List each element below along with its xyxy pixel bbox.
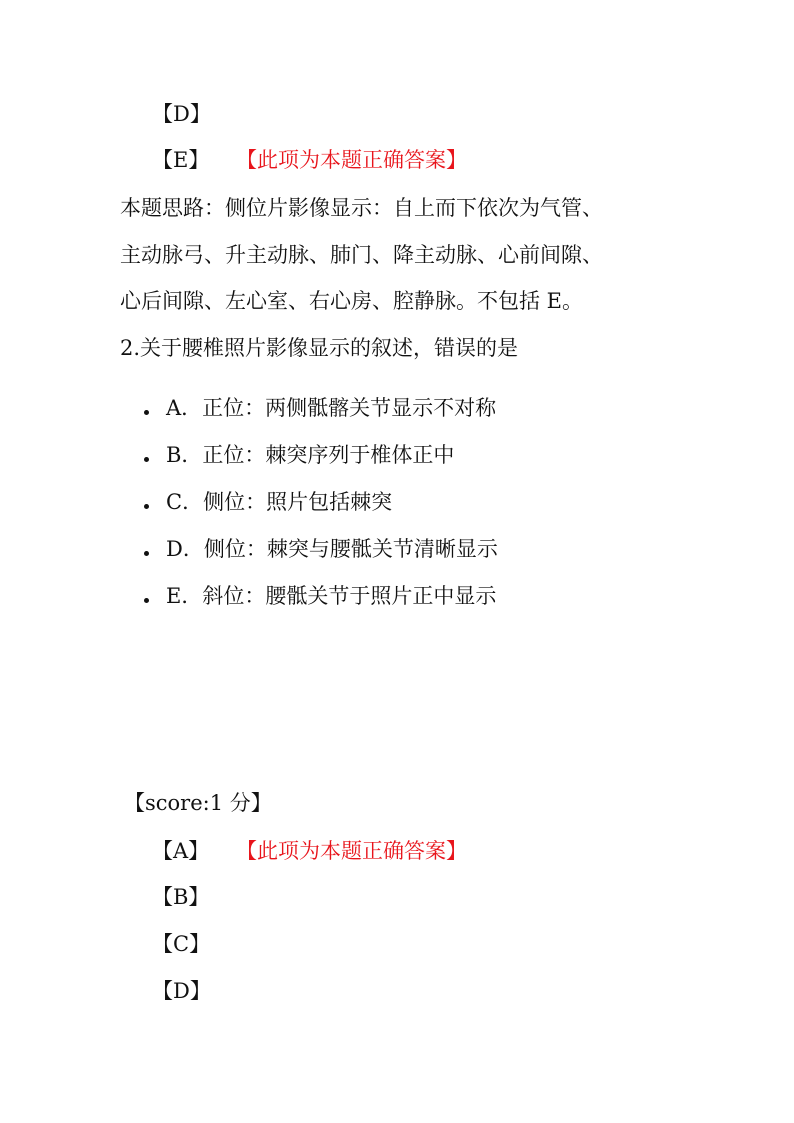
choice-text: B．正位：棘突序列于椎体正中 [166,443,455,467]
q2-option-a: 【A】 [152,839,210,863]
choice-item [140,445,498,492]
choice-text: E．斜位：腰骶关节于照片正中显示 [166,584,497,608]
q2-option-d: 【D】 [152,979,211,1003]
choice-item [140,539,498,586]
q2-correct-answer-marker: 【此项为本题正确答案】 [236,839,467,863]
choice-item [140,586,498,633]
q2-score: 【score:1 分】 [124,791,272,815]
q1-option-e: 【E】 [152,148,210,172]
q1-explanation-line: 心后间隙、左心室、右心房、腔静脉。不包括 E。 [120,289,584,313]
q1-explanation-line: 主动脉弓、升主动脉、肺门、降主动脉、心前间隙、 [120,243,603,267]
bullet-icon [144,598,149,603]
choice-text: C．侧位：照片包括棘突 [166,490,393,514]
q1-explanation-line: 本题思路：侧位片影像显示：自上而下依次为气管、 [120,196,603,220]
bullet-icon [144,551,149,556]
q1-option-d: 【D】 [152,102,211,126]
q2-question-text: 2.关于腰椎照片影像显示的叙述，错误的是 [120,336,519,360]
bullet-icon [144,504,149,509]
q2-option-b: 【B】 [152,885,210,909]
q1-correct-answer-marker: 【此项为本题正确答案】 [236,148,467,172]
choice-item [140,398,498,445]
choice-item [140,492,498,539]
q2-option-c: 【C】 [152,932,211,956]
q2-choice-list [140,398,498,633]
bullet-icon [144,457,149,462]
bullet-icon [144,410,149,415]
choice-text: A．正位：两侧骶髂关节显示不对称 [166,396,497,420]
choice-text: D．侧位：棘突与腰骶关节清晰显示 [166,537,498,561]
